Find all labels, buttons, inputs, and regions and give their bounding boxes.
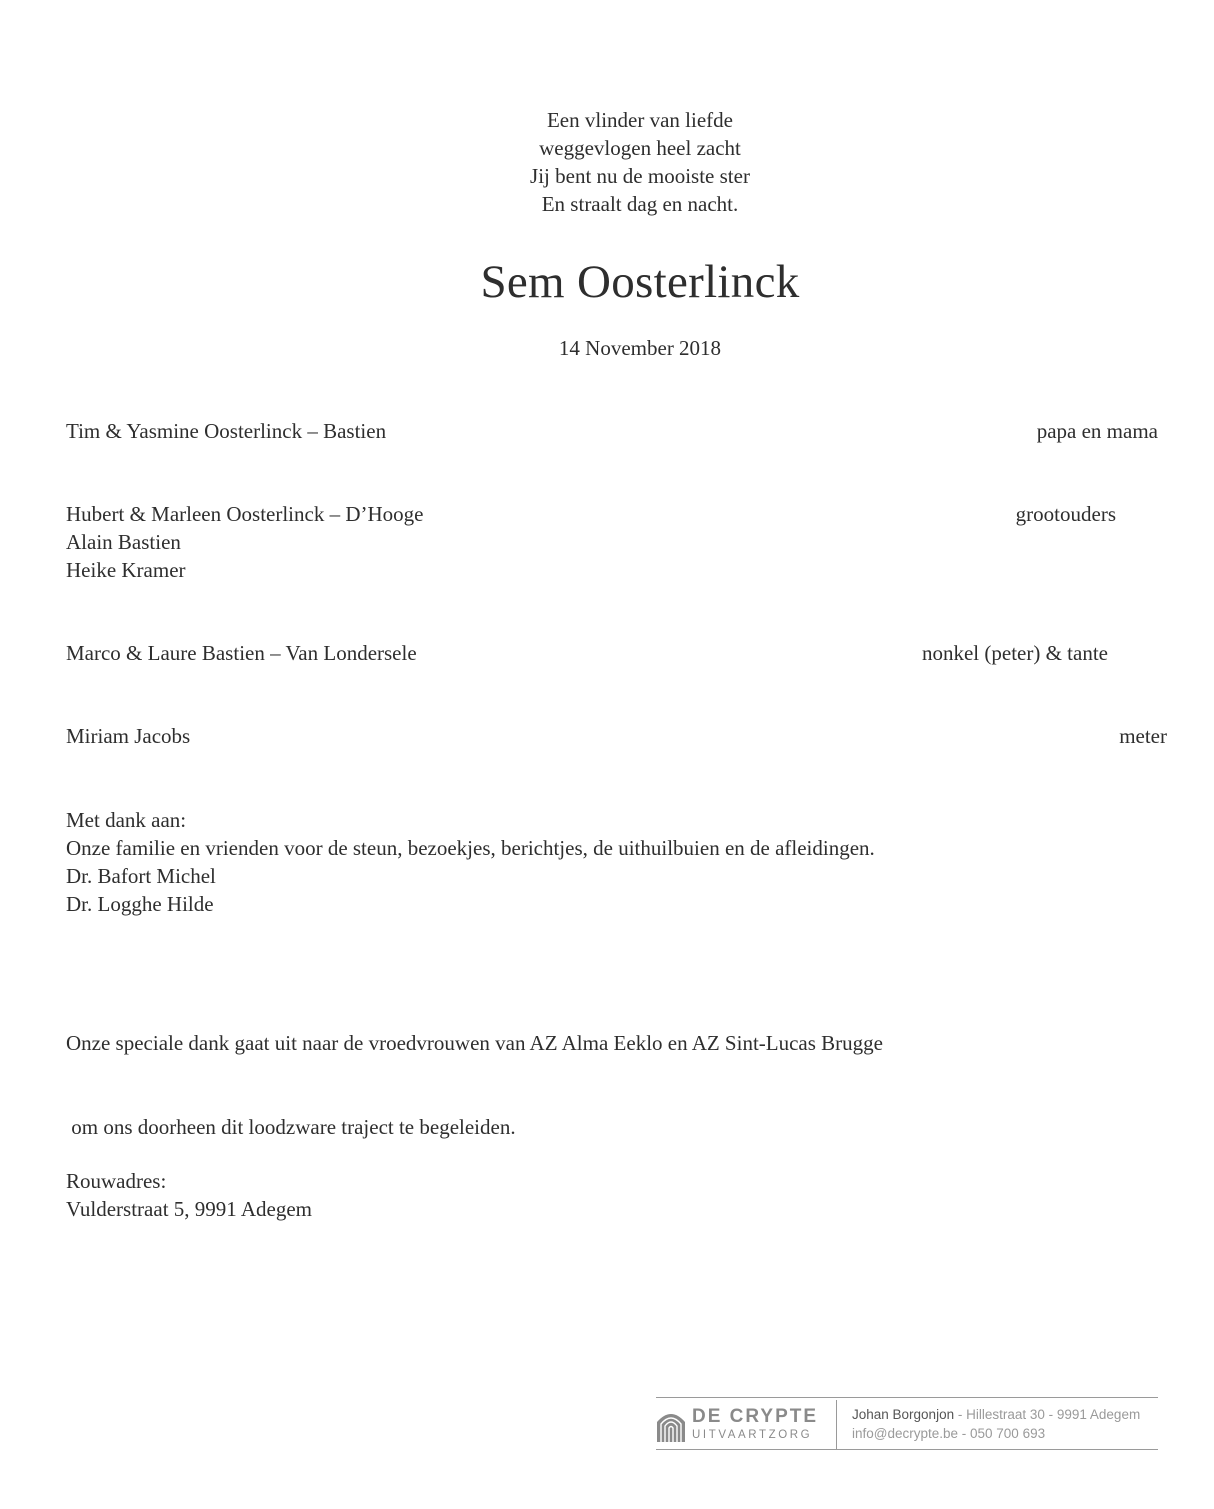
parents-role: papa en mama [1036,419,1158,443]
logo-main-text: DE CRYPTE [692,1406,819,1427]
thanks-line: Dr. Logghe Hilde [66,892,214,916]
special-thanks-line: Onze speciale dank gaat uit naar de vroedvrouwen van AZ Alma Eeklo en AZ Sint-Lucas Brugge [66,1031,883,1055]
thanks-heading: Met dank aan: [66,808,187,832]
thanks-line: Dr. Bafort Michel [66,864,216,888]
special-thanks-line: om ons doorheen dit loodzware traject te begeleiden. [66,1115,516,1139]
contact-name: Johan Borgonjon [852,1407,955,1422]
poem [0,106,1214,218]
logo-sub-text: UITVAARTZORG [692,1429,813,1441]
contact-line-1 [852,1405,1140,1424]
contact-address: - Hillestraat 30 - 9991 Adegem [954,1407,1141,1422]
uncle-aunt-names: Marco & Laure Bastien – Van Londersele [66,641,417,665]
poem-line: En straalt dag en nacht. [541,192,739,216]
mourning-address [66,1167,312,1223]
uncle-aunt-role: nonkel (peter) & tante [921,641,1108,665]
contact-line-2: info@decrypte.be - 050 700 693 [852,1426,1046,1441]
poem-line: weggevlogen heel zacht [539,136,741,160]
address-value: Vulderstraat 5, 9991 Adegem [66,1197,313,1221]
thanks-section [66,806,875,918]
godmother-name: Miriam Jacobs [66,724,191,748]
poem-line: Een vlinder van liefde [546,108,733,132]
special-thanks [66,973,883,1169]
footer-separator [836,1400,837,1450]
footer-bottom-rule [656,1449,1158,1450]
grandparent-name: Alain Bastien [66,530,181,554]
grandparents-role: grootouders [1015,502,1116,526]
godmother-role: meter [1119,724,1167,748]
deceased-name: Sem Oosterlinck [480,256,800,308]
grandparent-name: Heike Kramer [66,558,186,582]
grandparent-name: Hubert & Marleen Oosterlinck – D’Hooge [66,502,424,526]
crypt-arch-icon [656,1408,686,1442]
footer-top-rule [656,1397,1158,1398]
date: 14 November 2018 [558,336,722,360]
footer-contact [852,1405,1140,1443]
funeral-home-logo [656,1406,832,1446]
grandparents-names [66,500,423,584]
poem-line: Jij bent nu de mooiste ster [530,164,750,188]
address-label: Rouwadres: [66,1169,167,1193]
parents-names: Tim & Yasmine Oosterlinck – Bastien [66,419,387,443]
thanks-line: Onze familie en vrienden voor de steun, bezoekjes, berichtjes, de uithuilbuien en de afleidingen. [66,836,875,860]
